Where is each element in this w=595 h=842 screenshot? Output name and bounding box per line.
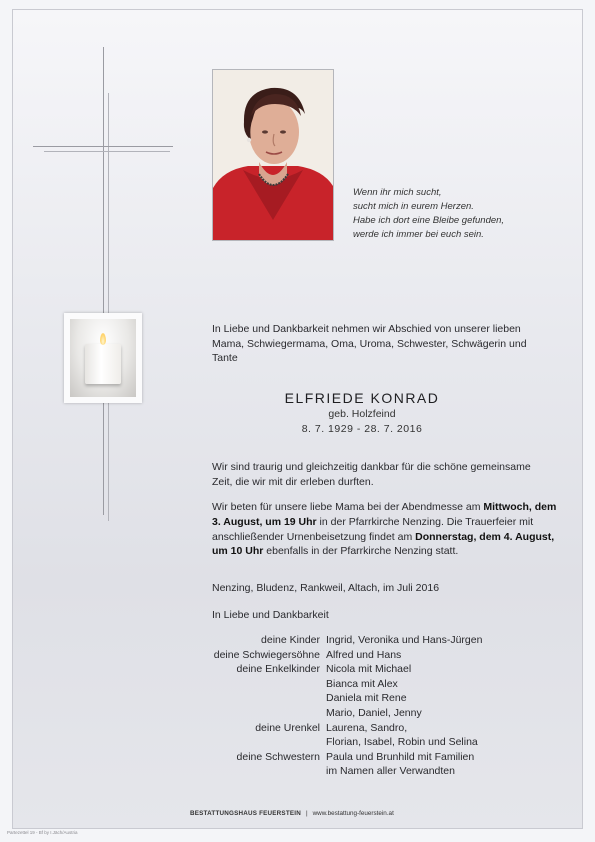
mourner-names: Bianca mit Alex <box>326 677 398 690</box>
mourner-row <box>150 648 550 663</box>
candle-icon <box>85 344 121 384</box>
cross-vertical-line <box>103 47 104 515</box>
mourner-row <box>150 735 550 750</box>
intro-text: In Liebe und Dankbarkeit nehmen wir Abschied von unserer lieben Mama, Schwiegermama, Oma, Uroma, Schwester, Schwägerin und Tante <box>212 323 527 364</box>
mourner-relation: deine Enkelkinder <box>236 663 320 676</box>
mourner-relation <box>150 735 326 750</box>
maiden-name: geb. Holzfeind <box>328 408 396 420</box>
mourner-relation <box>150 691 326 706</box>
cross-vertical-line-inner <box>108 93 109 521</box>
closing-line: In Liebe und Dankbarkeit <box>212 609 329 621</box>
footer <box>190 810 450 817</box>
mourner-names: Ingrid, Veronika und Hans-Jürgen <box>326 634 483 646</box>
mourner-relation: deine Schwestern <box>236 750 320 763</box>
print-imprint: Partezettel 19 - Bf by I.Jäch/Austria <box>7 830 78 835</box>
candle-image <box>64 313 142 403</box>
deceased-name: ELFRIEDE KONRAD <box>284 390 440 406</box>
funeral-home-name: BESTATTUNGSHAUS FEUERSTEIN <box>190 810 301 817</box>
cross-horizontal-line <box>33 146 173 147</box>
flame-icon <box>100 333 106 345</box>
mourner-names: Paula und Brunhild mit Familien <box>326 750 475 763</box>
mourner-names: im Namen aller Verwandten <box>326 765 455 778</box>
service-details: Wir beten für unsere liebe Mama bei der Abendmesse am Mittwoch, dem 3. August, um 19 Uhr in der Pfarrkirche Nenzing. Die Trauerfeier mit anschließender Urnenbeisetzung findet am Donnerstag, dem 4. August, um 10 Uhr ebenfalls in der Pfarrkirche Nenzing statt. <box>212 501 557 558</box>
mourner-names: Nicola mit Michael <box>326 663 412 676</box>
mourner-names: Alfred und Hans <box>326 648 402 661</box>
mourner-row <box>150 677 550 692</box>
mourner-relation <box>150 706 326 721</box>
mourner-row <box>150 750 550 765</box>
mourner-relation: deine Schwiegersöhne <box>213 648 320 661</box>
funeral-home-website: www.bestattung-feuerstein.at <box>312 810 394 817</box>
mourner-row <box>150 721 550 736</box>
mourners-list <box>150 633 550 779</box>
evening-mass-date: Mittwoch, dem 3. August, um 19 Uhr <box>212 501 557 528</box>
poem-line: sucht mich in eurem Herzen. <box>353 201 474 212</box>
footer-separator: | <box>305 810 308 817</box>
mourner-row <box>150 633 550 648</box>
life-dates: 8. 7. 1929 - 28. 7. 2016 <box>301 423 423 435</box>
poem <box>353 186 553 242</box>
places-and-date: Nenzing, Bludenz, Rankweil, Altach, im Juli 2016 <box>212 582 440 594</box>
portrait-photo <box>212 69 334 241</box>
mourner-names: Mario, Daniel, Jenny <box>326 706 422 719</box>
poem-line: werde ich immer bei euch sein. <box>353 229 484 240</box>
mourner-relation <box>150 677 326 692</box>
mourner-row <box>150 764 550 779</box>
poem-line: Wenn ihr mich sucht, <box>353 187 442 198</box>
mourner-relation: deine Urenkel <box>255 721 320 734</box>
mourner-row <box>150 691 550 706</box>
mourner-row <box>150 662 550 677</box>
mourner-names: Laurena, Sandro, <box>326 721 408 734</box>
mourner-names: Daniela mit Rene <box>326 692 407 705</box>
cross-horizontal-line-inner <box>44 151 170 152</box>
mourner-row <box>150 706 550 721</box>
mourner-relation: deine Kinder <box>261 634 320 646</box>
mourner-names: Florian, Isabel, Robin und Selina <box>326 736 478 749</box>
gratitude-text: Wir sind traurig und gleichzeitig dankbar für die schöne gemeinsame Zeit, die wir mit dir erleben durften. <box>212 461 531 488</box>
mourner-relation <box>150 764 326 779</box>
poem-line: Habe ich dort eine Bleibe gefunden, <box>353 215 505 226</box>
funeral-date: Donnerstag, dem 4. August, um 10 Uhr <box>212 530 555 558</box>
